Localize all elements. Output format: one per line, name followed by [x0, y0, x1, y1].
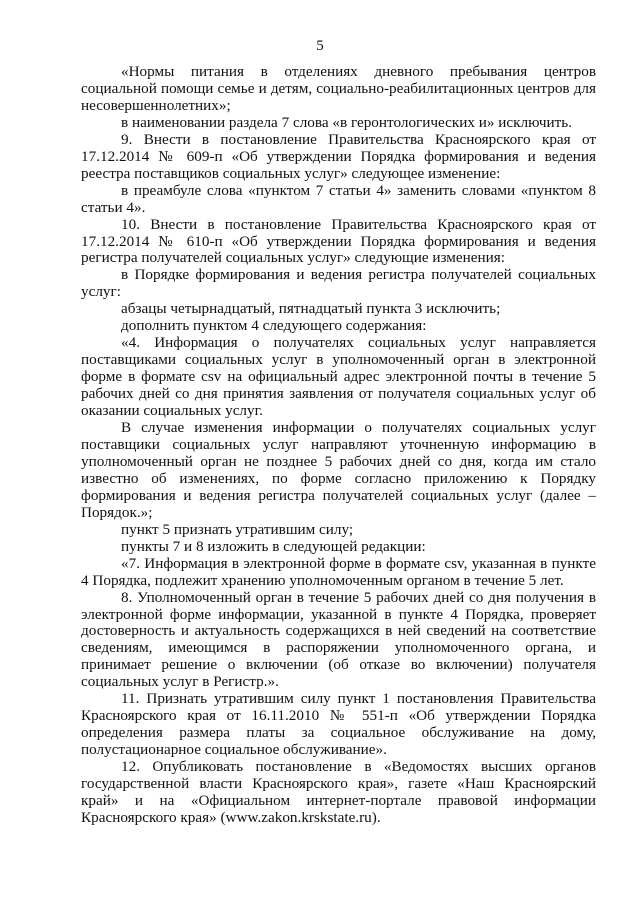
paragraph-info-change: В случае изменения информации о получателях социальных услуг поставщики социальных услуг направляют уточненную информацию в уполномоченный орган не позднее 5 рабочих дней со дня, когда им стало известно об изменениях, по форме согласно приложению к Порядку формирования и ведения регистра получателей социальных услуг (далее – Порядок.»;: [81, 419, 596, 521]
paragraph-section-7-title: в наименовании раздела 7 слова «в геронтологических и» исключить.: [121, 113, 573, 131]
paragraph-point-5-void: пункт 5 признать утратившим силу;: [121, 520, 354, 538]
paragraph-exclude-paragraphs: абзацы четырнадцатый, пятнадцатый пункта 3 исключить;: [121, 300, 501, 318]
paragraph-preamble-change: в преамбуле слова «пунктом 7 статьи 4» заменить словами «пунктом 8 статьи 4».: [81, 181, 596, 216]
paragraph-point-4: «4. Информация о получателях социальных услуг направляется поставщиками социальных услуг в уполномоченный орган в электронной форме в формате csv на официальный адрес электронной почты в течение 5 рабочих дней со дня принятия заявления от получателя социальных услуг об оказании социальных услуг.: [81, 334, 596, 420]
paragraph-add-point-4: дополнить пунктом 4 следующего содержания:: [121, 317, 427, 335]
paragraph-points-7-8: пункты 7 и 8 изложить в следующей редакции:: [121, 537, 426, 555]
paragraph-point-8: 8. Уполномоченный орган в течение 5 рабочих дней со дня получения в электронной форме информации, указанной в пункте 4 Порядка, проверяет достоверность и актуальность содержащихся в ней сведений на соответствие сведениям, имеющимся в распоряжении уполномоченного органа, и принимает решение о включении (об отказе во включении) получателя социальных услуг в Регистр.».: [81, 588, 596, 691]
paragraph-item-12: 12. Опубликовать постановление в «Ведомостях высших органов государственной власти Красноярского края», газете «Наш Красноярский край» и на «Официальном интернет-портале правовой информации Красноярского края» (www.zakon.krskstate.ru).: [81, 758, 596, 826]
page-number: 5: [316, 38, 324, 54]
paragraph-register-procedure: в Порядке формирования и ведения регистра получателей социальных услуг:: [81, 266, 596, 301]
paragraph-point-7: «7. Информация в электронной форме в формате csv, указанная в пункте 4 Порядка, подлежит хранению уполномоченным органом в течение 5 лет.: [81, 554, 596, 589]
document-body: [81, 64, 596, 827]
paragraph-item-10: 10. Внести в постановление Правительства Красноярского края от 17.12.2014 № 610-п «Об утверждении Порядка формирования и ведения регистра получателей социальных услуг» следующие изменения:: [81, 215, 596, 267]
paragraph-nutrition-norms: «Нормы питания в отделениях дневного пребывания центров социальной помощи семье и детям, социально-реабилитационных центров для несовершеннолетних»;: [81, 63, 596, 114]
paragraph-item-9: 9. Внести в постановление Правительства Красноярского края от 17.12.2014 № 609-п «Об утверждении Порядка формирования и ведения реестра поставщиков социальных услуг» следующее изменение:: [81, 130, 596, 182]
paragraph-item-11: 11. Признать утратившим силу пункт 1 постановления Правительства Красноярского края от 16.11.2010 № 551-п «Об утверждении Порядка определения размера платы за социальное обслуживание на дому, полустационарное социальное обслуживание».: [81, 690, 596, 759]
